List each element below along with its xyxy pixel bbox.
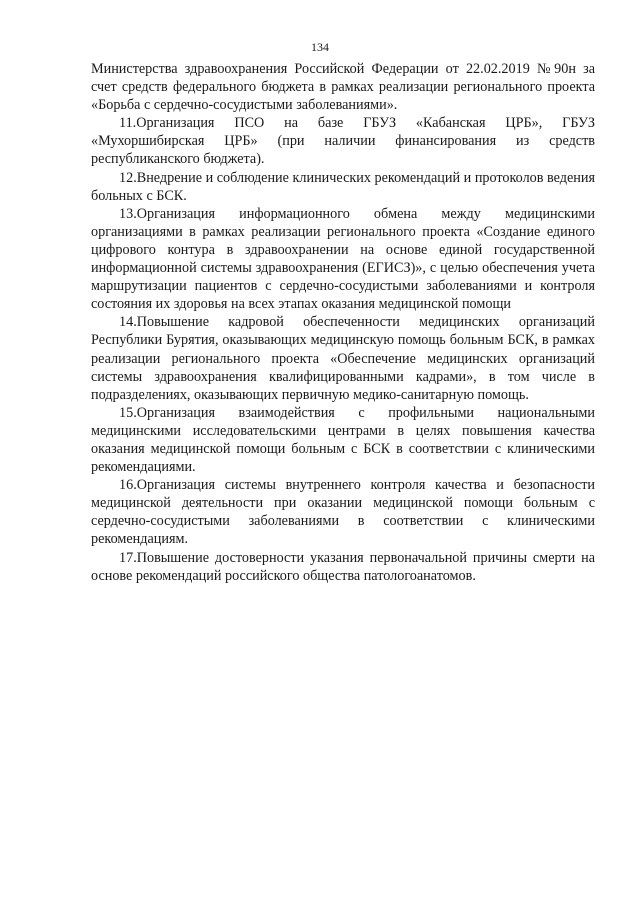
paragraph-item-13: 13.Организация информационного обмена между медицинскими организациями в рамках реализации регионального проекта «Создание единого цифрового контура в здравоохранении на основе единой государственной информационной системы здравоохранения (ЕГИСЗ)», с целью обеспечения учета маршрутизации пациентов с сердечно-сосудистыми заболеваниями и контроля состояния их здоровья на всех этапах оказания медицинской помощи [91,205,595,313]
paragraph-item-17: 17.Повышение достоверности указания первоначальной причины смерти на основе рекомендаций российского общества патологоанатомов. [91,549,595,584]
document-body [91,60,595,585]
page-number: 134 [311,40,329,54]
paragraph-item-15: 15.Организация взаимодействия с профильными национальными медицинскими исследовательскими центрами в целях повышения качества оказания медицинской помощи больным с БСК в соответствии с клиническими рекомендациями. [91,404,595,476]
paragraph-continuation: Министерства здравоохранения Российской Федерации от 22.02.2019 №90н за счет средств федерального бюджета в рамках реализации регионального проекта «Борьба с сердечно-сосудистыми заболеваниями». [91,61,595,114]
paragraph-item-16: 16.Организация системы внутреннего контроля качества и безопасности медицинской деятельности при оказании медицинской помощи больным с сердечно-сосудистыми заболеваниями в соответствии с клиническими рекомендациям. [91,477,595,548]
paragraph-item-11: 11.Организация ПСО на базе ГБУЗ «Кабанская ЦРБ», ГБУЗ «Мухоршибирская ЦРБ» (при наличии финансирования из средств республиканского бюджета). [91,115,595,168]
paragraph-item-12: 12.Внедрение и соблюдение клинических рекомендаций и протоколов ведения больных с БСК. [91,169,595,204]
paragraph-item-14: 14.Повышение кадровой обеспеченности медицинских организаций Республики Бурятия, оказывающих медицинскую помощь больным БСК, в рамках реализации регионального проекта «Обеспечение медицинских организаций системы здравоохранения квалифицированными кадрами», в том числе в подразделениях, оказывающих первичную медико-санитарную помощь. [91,314,595,403]
